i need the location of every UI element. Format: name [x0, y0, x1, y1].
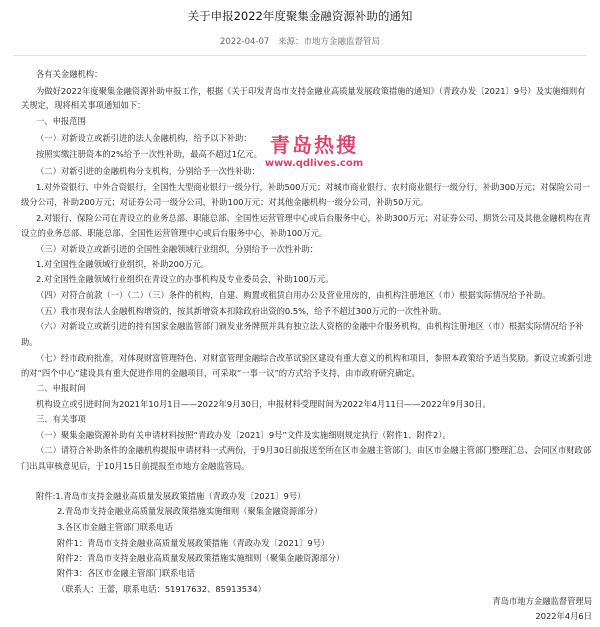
publish-date: 2022-04-07: [219, 37, 270, 47]
s1-item-2-p1-line2: 级分公司，补助200万元；对证券公司一级分公司，补助100万元；对其他金融机构一级分公司，补助50万元。: [21, 197, 429, 207]
s1-item-6-line1: （六）对新设立或新引进的持有国家金融监管部门颁发业务牌照并具有独立法人资格的金融中介服务机构，由机构注册地区（市）根据实际情况给予补: [36, 321, 584, 331]
s1-item-3-p1: 1.对全国性金融领域行业组织，补助200万元。: [36, 259, 210, 269]
intro-line-2: 关规定，现将相关事项通知如下：: [21, 100, 146, 110]
page-title: 关于申报2022年度聚集金融资源补助的通知: [187, 9, 413, 23]
watermark-title: 青岛热搜: [270, 133, 358, 157]
intro-line-1: 为做好2022年度聚集金融资源补助申报工作，根据《关于印发青岛市支持金融业高质量发展政策措施的通知》（青政办发〔2021〕9号）及实施细则有: [36, 86, 586, 96]
salutation: 各有关金融机构：: [36, 69, 103, 79]
attachment-link-1[interactable]: 附件1：青岛市支持金融业高质量发展政策措施（青政办发〔2021〕9号）: [57, 538, 330, 548]
section-2-heading: 二、申报时间: [36, 383, 86, 393]
s1-item-7-line1: （七）经市政府批准，对体现财富管理特色、对财富管理金融综合改革试验区建设有重大意义的机构和项目，参照本政策给予适当奖励。新设立或新引进: [36, 353, 592, 363]
contact-info: （联系人：王蕾，联系电话：51917632、85913534）: [57, 584, 266, 594]
section-2-text: 机构设立或引进时间为2021年10月1日——2022年9月30日，申报材料受理时间为2022年4月11日——2022年9月30日。: [36, 399, 491, 409]
s1-item-2-p2-line1: 2.对银行、保险公司在青设立的业务总部、职能总部、全国性运营管理中心或后台服务中心，补助300万元；对证券公司、期货公司及其他金融机构在青: [36, 213, 591, 223]
watermark-url: www.qdlives.com: [264, 158, 364, 169]
s3-item-2-line1: （二）请符合补助条件的金融机构提报申请材料一式两份，于9月30日前报送至所在区市金融主管部门，由区市金融主管部门整理汇总、会同区市财政部: [36, 445, 592, 455]
s1-item-6-line2: 助。: [21, 337, 38, 347]
title-divider: [14, 55, 586, 56]
attachment-link-2[interactable]: 附件2：青岛市支持金融业高质量发展政策措施实施细则（聚集金融资源部分）: [57, 553, 345, 563]
article-source: 来源：市地方金融监督管局: [278, 37, 381, 47]
s3-item-2-line2: 门出具审核意见后，于10月15日前提报至市地方金融监管局。: [21, 461, 250, 471]
s1-item-7-line2: 的对“四个中心”建设具有重大促进作用的金融项目，可采取“一事一议”的方式给予支持，由市政府研究确定。: [21, 368, 420, 378]
watermark-logo: [262, 133, 366, 170]
s1-item-2-p1-line1: 1.对外资银行、中外合资银行，全国性大型商业银行一级分行，补助500万元；对城市商业银行、农村商业银行一级分行，补助300万元；对保险公司一: [36, 182, 591, 192]
s1-item-2: （二）对新引进的金融机构分支机构，分别给予一次性补助：: [36, 166, 261, 176]
s1-item-2-p2-line2: 设立的业务总部、职能总部、全国性运营管理中心或后台服务中心，补助100万元。: [21, 228, 328, 238]
attachment-list-3: 3.各区市金融主管部门联系电话: [57, 522, 173, 532]
section-3-heading: 三、有关事项: [36, 414, 86, 424]
signature-date: 2022年4月6日: [535, 611, 592, 621]
s3-item-1: （一）聚集金融资源补助有关申请材料按照“青政办发〔2021〕9号”文件及实施细则规定执行（附件1、附件2）。: [36, 430, 451, 440]
s1-item-5: （五）我市现有法人金融机构增资的，按其新增资本扣除政府出资的0.5%，给予不超过300万元的一次性补助。: [36, 306, 447, 316]
attachment-list-2: 2.青岛市支持金融业高质量发展政策措施实施细则（聚集金融资源部分）: [57, 506, 323, 516]
s1-item-3: （三）对新设立或新引进的全国性金融领域行业组织，分别给予一次性补助：: [36, 244, 319, 254]
signature-org: 青岛市地方金融监督管理局: [492, 596, 592, 606]
article-meta: [0, 35, 600, 47]
s1-item-4: （四）对符合前款（一）（二）（三）条件的机构，自建、购置或租赁自用办公及营业用房的，由机构注册地区（市）根据实际情况给予补助。: [36, 290, 551, 300]
s1-item-3-p2: 2.对全国性金融领域行业组织在青设立的办事机构及专业委员会，补助100万元。: [36, 274, 334, 284]
attachment-link-3[interactable]: 附件3：各区市金融主管部门联系电话: [57, 568, 196, 578]
section-1-heading: 一、申报范围: [36, 116, 86, 126]
attachment-list-1: 附件:1.青岛市支持金融业高质量发展政策措施（青政办发〔2021〕9号）: [36, 491, 306, 501]
s1-item-1: （一）对新设立或新引进的法人金融机构，给予以下补助：: [36, 133, 252, 143]
s1-item-1-detail: 按照实缴注册资本的2%给予一次性补助，最高不超过1亿元。: [36, 149, 262, 159]
